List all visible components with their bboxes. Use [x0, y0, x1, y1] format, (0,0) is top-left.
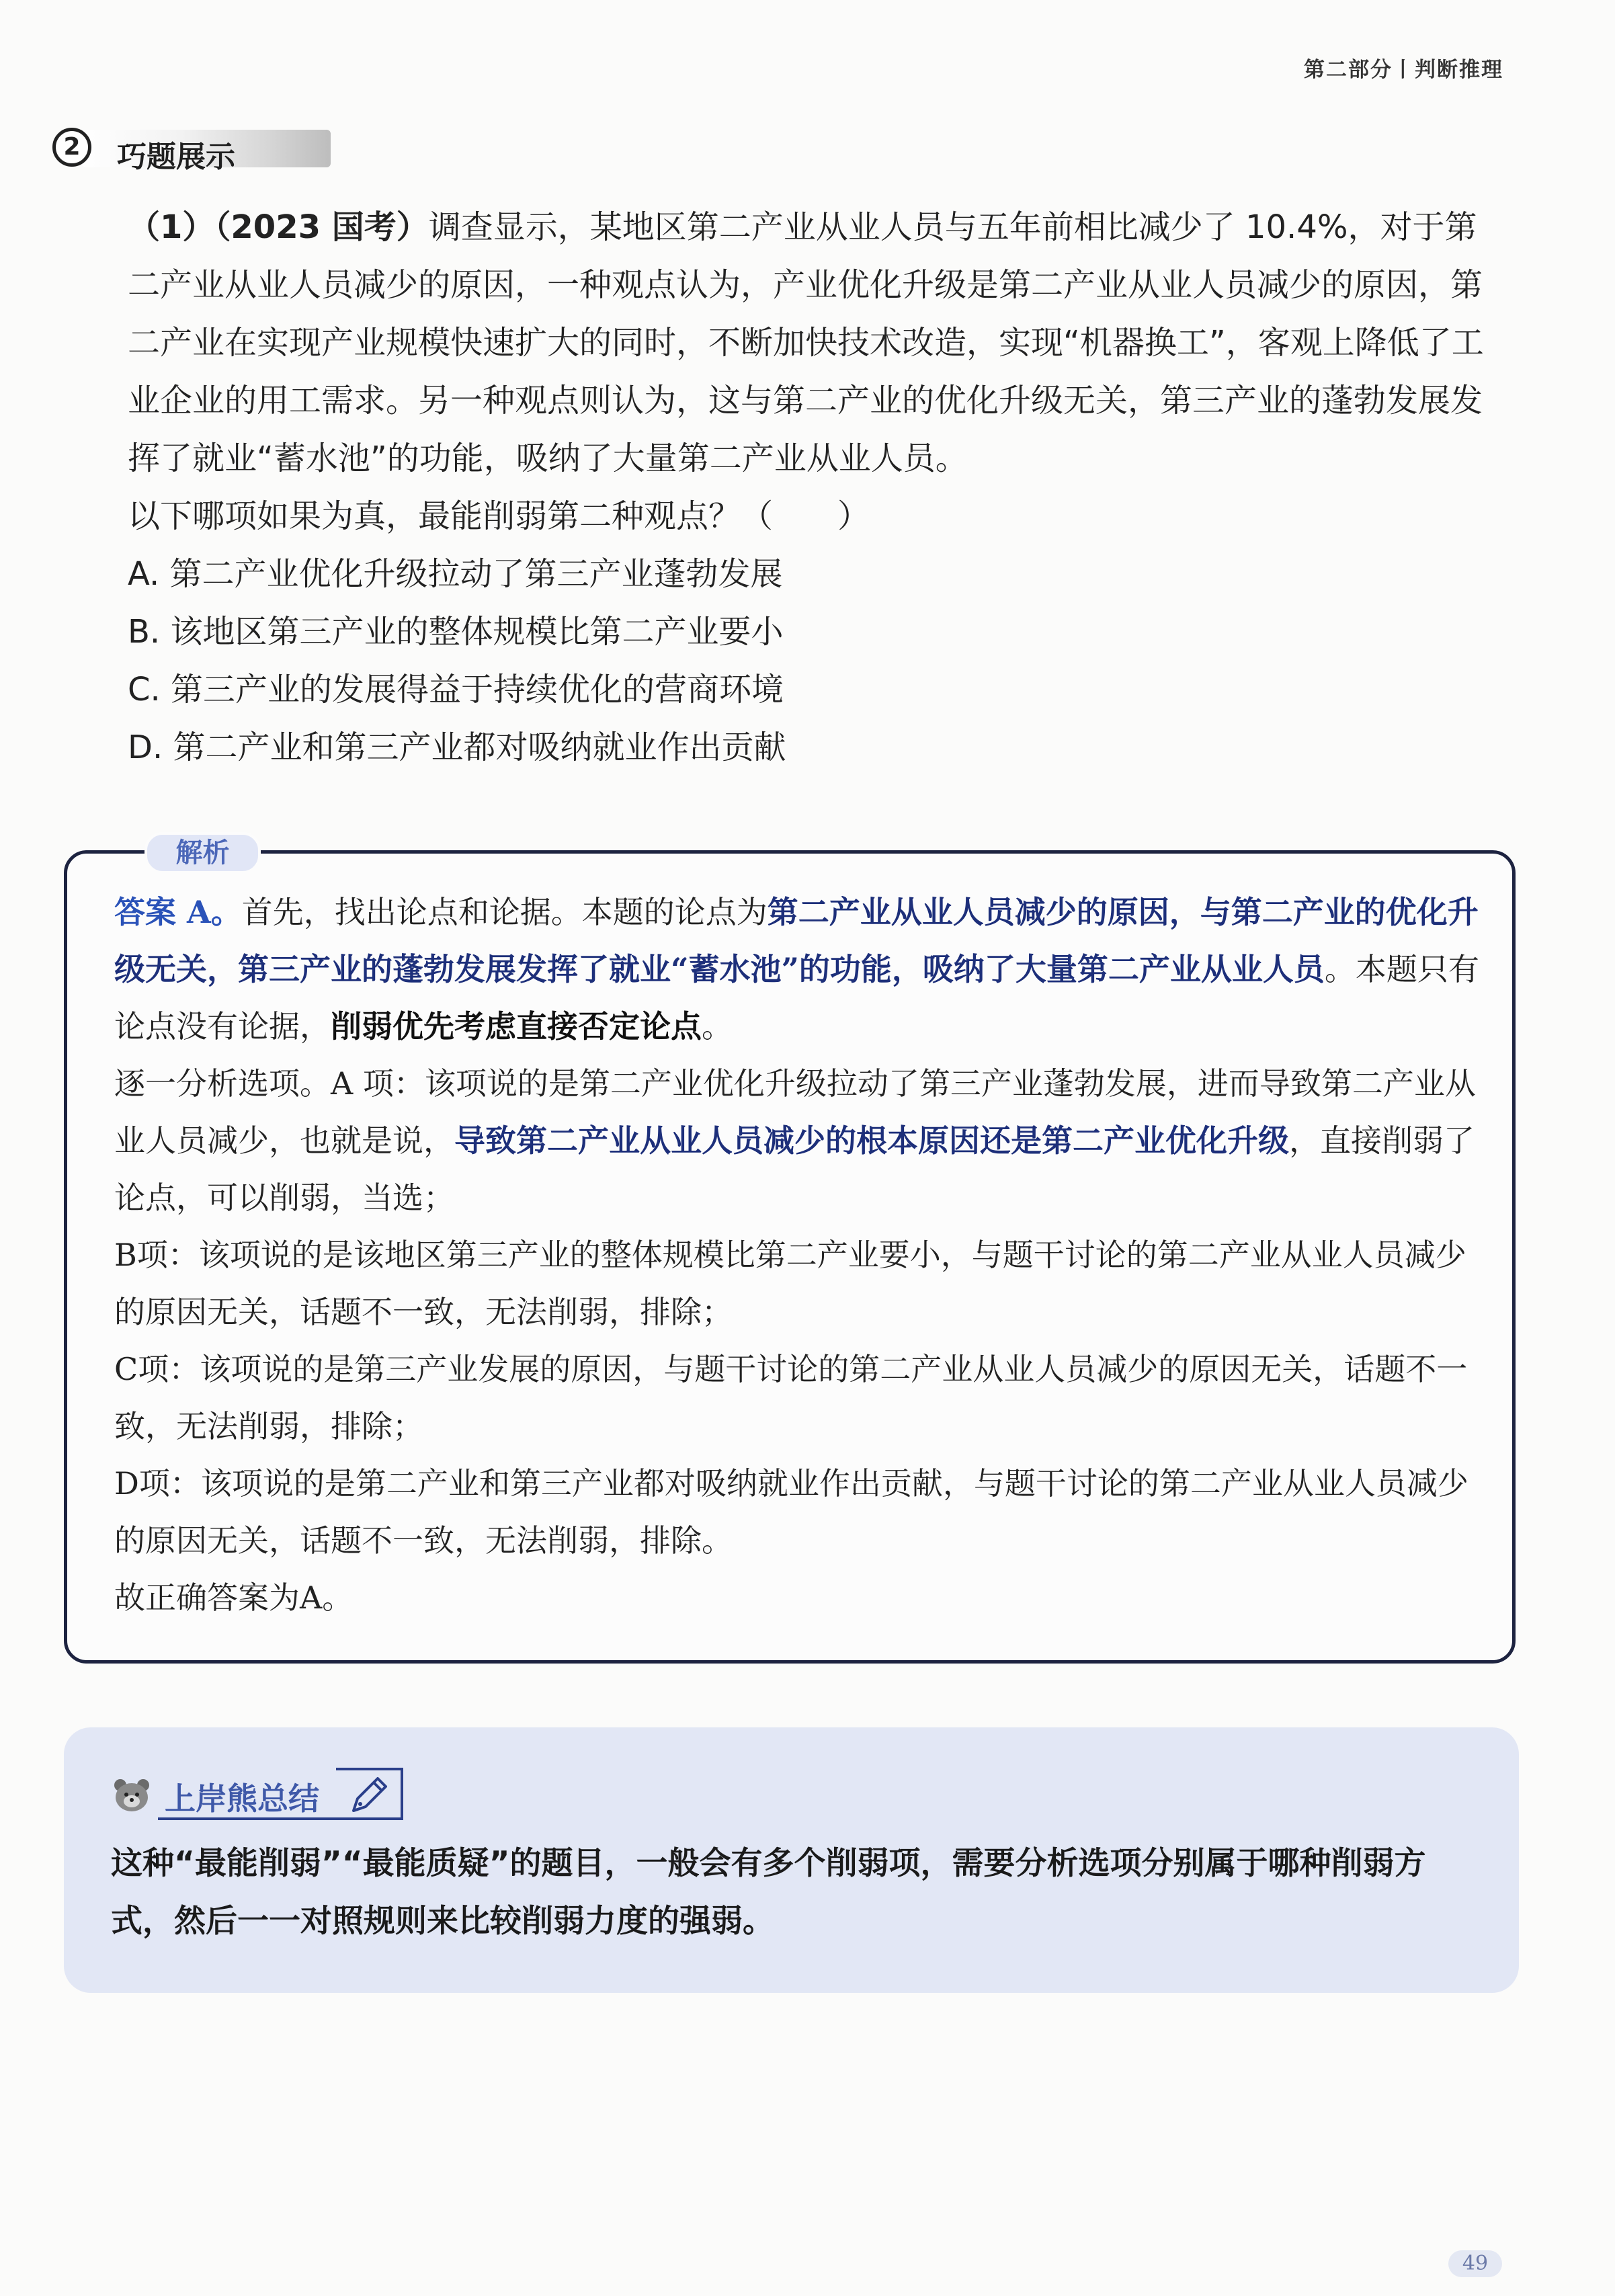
option-b: B. 该地区第三产业的整体规模比第二产业要小: [128, 613, 784, 651]
summary-body: [111, 1835, 1489, 1951]
analysis-option-b: B项：该项说的是该地区第三产业的整体规模比第二产业要小，与题干讨论的第二产业从业人员减少的原因无关，话题不一致，无法削弱，排除；: [114, 1237, 1466, 1330]
running-header: 第二部分丨判断推理: [1304, 58, 1503, 82]
question-ask: 以下哪项如果为真，最能削弱第二种观点？（ ）: [128, 497, 870, 535]
analysis-text: 。本题只有论点没有论据，: [114, 951, 1479, 1044]
analysis-text: 逐一分析选项。A 项：该项说的是第二产业优化升级拉动了第三产业蓬勃发展，进而导致第二产业从业人员减少，也就是说，: [114, 1065, 1476, 1159]
analysis-paragraph-1: [114, 884, 1492, 1055]
option-d: D. 第二产业和第三产业都对吸纳就业作出贡献: [128, 729, 786, 766]
analysis-text: 首先，找出论点和论据。本题的论点为: [241, 894, 768, 930]
highlight-argument: 第二产业从业人员减少的原因，与第二产业的优化升级无关，第三产业的蓬勃发展发挥了就业“蓄水池”的功能，吸纳了大量第二产业从业人员: [114, 894, 1479, 987]
pen-frame: [336, 1768, 403, 1820]
section-heading: [52, 124, 335, 174]
analysis-conclusion: 故正确答案为A。: [114, 1580, 354, 1616]
analysis-text: 。: [702, 1008, 733, 1044]
options-list: [128, 545, 1485, 776]
question-stem: [128, 198, 1485, 487]
question-block: [128, 198, 1485, 776]
section-title: 巧题展示: [117, 140, 235, 174]
option-a: A. 第二产业优化升级拉动了第三产业蓬勃发展: [128, 555, 783, 593]
question-stem-text: 调查显示，某地区第二产业从业人员与五年前相比减少了 10.4%，对于第二产业从业人员减少的原因，一种观点认为，产业优化升级是第二产业从业人员减少的原因，第二产业在实现产业规模快速扩大的同时，不断加快技术改造，实现“机器换工”，客观上降低了工业企业的用工需求。另一种观点则认为，这与第二产业的优化升级无关，第三产业的蓬勃发展发挥了就业“蓄水池”的功能，吸纳了大量第二产业从业人员。: [128, 208, 1484, 477]
highlight-reason: 导致第二产业从业人员减少的根本原因还是第二产业优化升级: [454, 1122, 1289, 1159]
option-c: C. 第三产业的发展得益于持续优化的营商环境: [128, 671, 784, 708]
analysis-tag: 解析: [144, 832, 261, 874]
bold-tip: 削弱优先考虑直接否定论点: [331, 1008, 702, 1044]
page-number: 49: [1448, 2250, 1502, 2277]
pen-icon: [341, 1772, 395, 1819]
section-number: 2: [52, 128, 91, 167]
bear-icon: [111, 1776, 153, 1813]
answer-label: 答案 A。: [114, 894, 242, 930]
analysis-option-c: C项：该项说的是第三产业发展的原因，与题干讨论的第二产业从业人员减少的原因无关，话题不一致，无法削弱，排除；: [114, 1351, 1468, 1444]
analysis-option-d: D项：该项说的是第二产业和第三产业都对吸纳就业作出贡献，与题干讨论的第二产业从业人员减少的原因无关，话题不一致，无法削弱，排除。: [114, 1465, 1468, 1559]
analysis-text: ，直接削弱了论点，可以削弱，当选；: [114, 1122, 1475, 1216]
analysis-paragraph-2: [114, 1055, 1492, 1227]
summary-text: 这种“最能削弱”“最能质疑”的题目，一般会有多个削弱项，需要分析选项分别属于哪种削弱方式，然后一一对照规则来比较削弱力度的强弱。: [111, 1845, 1426, 1940]
question-source: （1）（2023 国考）: [128, 208, 429, 246]
summary-title: [111, 1768, 407, 1821]
summary-title-text: 上岸熊总结: [165, 1780, 319, 1817]
analysis-body: [114, 884, 1492, 1627]
